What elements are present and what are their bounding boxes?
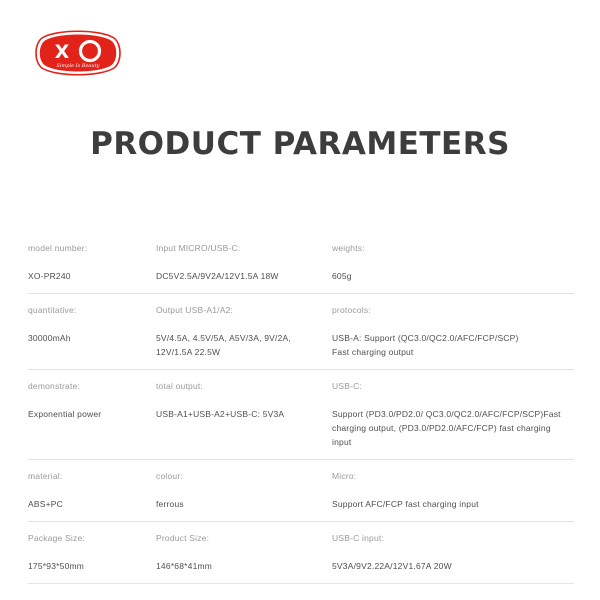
table-cell bbox=[332, 243, 574, 283]
cell-label: demonstrate: bbox=[28, 380, 81, 391]
cell-label: quantitative: bbox=[28, 304, 77, 315]
cell-value: USB-A1+USB-A2+USB-C: 5V3A bbox=[156, 408, 285, 419]
cell-value: Exponential power bbox=[28, 408, 102, 419]
table-row bbox=[28, 293, 574, 369]
table-row bbox=[28, 232, 574, 293]
cell-value: XO-PR240 bbox=[28, 270, 71, 281]
parameters-table bbox=[28, 232, 574, 584]
table-cell bbox=[156, 243, 332, 283]
cell-value: USB-A: Support (QC3.0/QC2.0/AFC/FCP/SCP) Fast charging output bbox=[332, 332, 519, 357]
table-cell bbox=[332, 381, 574, 449]
cell-label: total output: bbox=[156, 380, 204, 391]
table-row bbox=[28, 459, 574, 521]
cell-value: ferrous bbox=[156, 498, 184, 509]
svg-text:Simple Is Beauty: Simple Is Beauty bbox=[56, 63, 100, 69]
cell-label: Micro: bbox=[332, 470, 357, 481]
cell-label: weights: bbox=[332, 243, 365, 253]
table-row bbox=[28, 521, 574, 584]
table-cell bbox=[28, 533, 156, 573]
page-title: PRODUCT PARAMETERS bbox=[90, 126, 510, 162]
svg-text:X: X bbox=[54, 41, 70, 63]
table-cell bbox=[156, 471, 332, 511]
cell-value: 30000mAh bbox=[28, 332, 71, 343]
cell-label: protocols: bbox=[332, 304, 371, 315]
table-cell bbox=[156, 381, 332, 421]
table-row bbox=[28, 369, 574, 459]
table-cell bbox=[332, 471, 574, 511]
table-cell bbox=[28, 305, 156, 345]
table-cell bbox=[28, 471, 156, 511]
cell-value: 605g bbox=[332, 270, 352, 281]
table-cell bbox=[332, 533, 574, 573]
table-cell bbox=[28, 381, 156, 421]
cell-label: USB-C input: bbox=[332, 532, 385, 543]
cell-value: ABS+PC bbox=[28, 498, 63, 509]
table-cell bbox=[332, 305, 574, 359]
cell-label: Input MICRO/USB-C: bbox=[156, 243, 241, 253]
cell-label: Output USB-A1/A2: bbox=[156, 304, 234, 315]
cell-value: 175*93*50mm bbox=[28, 560, 85, 571]
table-cell bbox=[28, 243, 156, 283]
table-cell bbox=[156, 305, 332, 359]
cell-value: DC5V2.5A/9V2A/12V1.5A 18W bbox=[156, 270, 279, 281]
cell-label: Package Size: bbox=[28, 532, 85, 543]
cell-value: Support (PD3.0/PD2.0/ QC3.0/QC2.0/AFC/FCP/SCP)Fast charging output, (PD3.0/PD2.0/AFC/FCP) fast charging input bbox=[332, 408, 561, 447]
cell-label: colour: bbox=[156, 470, 183, 481]
xo-brand-logo bbox=[32, 30, 124, 76]
cell-value: Support AFC/FCP fast charging input bbox=[332, 498, 479, 509]
cell-label: material: bbox=[28, 470, 63, 481]
cell-value: 5V/4.5A, 4.5V/5A, A5V/3A, 9V/2A, 12V/1.5A 22.5W bbox=[156, 332, 291, 357]
cell-label: USB-C: bbox=[332, 380, 363, 391]
cell-value: 146*68*41mm bbox=[156, 560, 213, 571]
cell-label: model number: bbox=[28, 243, 88, 253]
cell-value: 5V3A/9V2.22A/12V1.67A 20W bbox=[332, 560, 452, 571]
table-cell bbox=[156, 533, 332, 573]
cell-label: Product Size: bbox=[156, 532, 210, 543]
